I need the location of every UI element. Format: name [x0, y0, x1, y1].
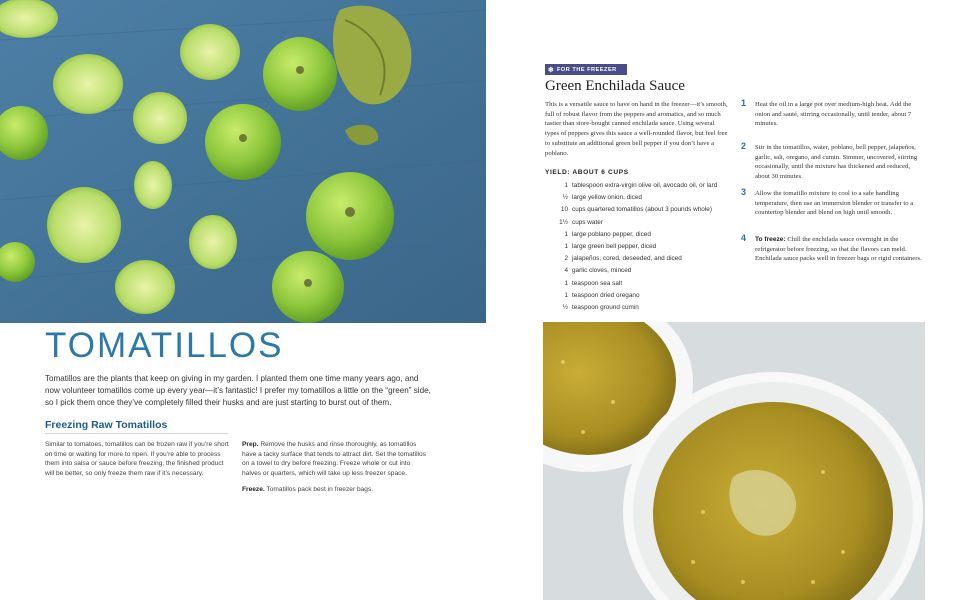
divider	[45, 433, 228, 434]
ingredient-text: cups quartered tomatillos (about 3 pounds whole)	[572, 206, 712, 214]
freezing-instructions	[242, 440, 427, 502]
ingredient-item	[545, 194, 735, 206]
ingredient-text: tablespoon extra-virgin olive oil, avocado oil, or lard	[572, 182, 718, 189]
ingredient-qty: 1	[564, 279, 568, 287]
ingredient-item	[545, 304, 735, 316]
freezing-intro-paragraph: Similar to tomatoes, tomatillos can be frozen raw if you’re short on time or waiting for more to ripen. If you’re able to process them into salsa or sauce before freezing, the finished product will be better, so only freeze them raw if it’s necessary.	[45, 441, 229, 477]
step-number: 3	[741, 187, 747, 197]
recipe-title: Green Enchilada Sauce	[545, 78, 685, 94]
step-text	[755, 235, 925, 264]
freeze-paragraph	[242, 485, 427, 495]
ingredient-text: cups water	[572, 218, 603, 226]
recipe-intro: This is a versatile sauce to have on hand in the freezer—it’s smooth, full of robust flavor from the peppers and aromatics, and so much tastier than store-bought canned enchilada sauce. Using several types of peppers gives this sauce a well-rounded flavor, but feel free to substitute an additional green bell pepper if you don’t have a poblano.	[545, 101, 728, 157]
step-item	[741, 189, 925, 235]
ingredient-qty: 2	[564, 255, 568, 263]
ingredient-text: large yellow onion, diced	[572, 194, 642, 202]
ingredient-item	[545, 206, 735, 218]
ingredient-qty: 4	[564, 267, 568, 275]
ingredient-text: large green bell pepper, diced	[572, 242, 657, 250]
for-the-freezer-badge	[545, 64, 627, 75]
ingredient-item	[545, 182, 735, 194]
ingredient-qty: ½	[562, 194, 568, 202]
ingredient-qty: 10	[560, 206, 568, 214]
badge-label: FOR THE FREEZER	[557, 66, 617, 73]
ingredient-text: large poblano pepper, diced	[572, 230, 651, 238]
ingredient-qty: 1	[564, 182, 568, 189]
ingredient-text: garlic cloves, minced	[572, 267, 632, 275]
recipe-yield: YIELD: ABOUT 6 CUPS	[545, 169, 629, 176]
step-item	[741, 235, 925, 264]
step-body: Chill the enchilada sauce overnight in the refrigerator before freezing, so that the flavors can meld. Enchilada sauce packs well in freezer bags or rigid containers.	[755, 236, 922, 263]
enchilada-sauce-photo	[543, 322, 925, 600]
ingredient-qty: 1	[564, 291, 568, 299]
step-body: Allow the tomatillo mixture to cool to a safe handling temperature, then use an immersion blender or transfer to a countertop blender and blend on high until smooth.	[755, 190, 914, 217]
recipe-steps	[741, 100, 925, 264]
step-text	[755, 143, 925, 189]
ingredient-list	[545, 182, 735, 316]
tomatillos-illustration	[0, 0, 486, 323]
ingredient-qty: ½	[562, 303, 568, 311]
step-item	[741, 143, 925, 189]
step-text	[755, 189, 925, 235]
page-title: TOMATILLOS	[45, 326, 284, 365]
freeze-text: Tomatillos pack best in freezer bags.	[264, 486, 374, 494]
ingredient-item	[545, 255, 735, 267]
step-text	[755, 100, 925, 143]
ingredient-item	[545, 219, 735, 231]
tomatillos-photo	[0, 0, 486, 323]
ingredient-text: teaspoon ground cumin	[572, 303, 639, 311]
step-number: 1	[741, 98, 747, 108]
step-body: Heat the oil in a large pot over medium-high heat. Add the onion and sauté, stirring occasionally, until tender, about 7 minutes.	[755, 101, 912, 128]
freeze-label: Freeze.	[242, 486, 265, 494]
ingredient-item	[545, 243, 735, 255]
ingredient-text: teaspoon sea salt	[572, 279, 623, 287]
ingredient-item	[545, 280, 735, 292]
step-number: 4	[741, 233, 747, 243]
step-item	[741, 100, 925, 143]
intro-paragraph: Tomatillos are the plants that keep on giving in my garden. I planted them one time many years ago, and now volunteer tomatillos come up every year—it’s fantastic! I prefer my tomatillos a little on the “green” side, so I pick them once they’ve completely filled their husks and are just starting to burst out of them.	[45, 374, 431, 407]
ingredient-item	[545, 292, 735, 304]
ingredient-text: jalapeños, cored, deseeded, and diced	[572, 255, 682, 263]
ingredient-qty: 1	[564, 230, 568, 238]
ingredient-item	[545, 267, 735, 279]
prep-paragraph	[242, 440, 427, 478]
snowflake-icon: ❄	[547, 66, 555, 74]
ingredient-item	[545, 231, 735, 243]
ingredient-qty: 1	[564, 242, 568, 250]
ingredient-qty: 1½	[559, 218, 568, 226]
prep-label: Prep.	[242, 441, 259, 448]
prep-text: Remove the husks and rinse thoroughly, as tomatillos have a tacky surface that tends to attract dirt. Set the tomatillos on a towel to dry before freezing. Freeze whole or cut into halves or quarters, which will take up less freezer space.	[242, 441, 426, 477]
step-lead: To freeze:	[755, 236, 786, 243]
step-number: 2	[741, 141, 747, 151]
sauce-bowls-illustration	[543, 322, 925, 600]
section-heading: Freezing Raw Tomatillos	[45, 419, 168, 431]
ingredient-text: teaspoon dried oregano	[572, 291, 640, 299]
step-body: Stir in the tomatillos, water, poblano, bell pepper, jalapeños, garlic, salt, oregano, and cumin. Simmer, uncovered, stirring occasionally, until the mixture has thickened and reduced, about 30 minutes.	[755, 144, 918, 180]
